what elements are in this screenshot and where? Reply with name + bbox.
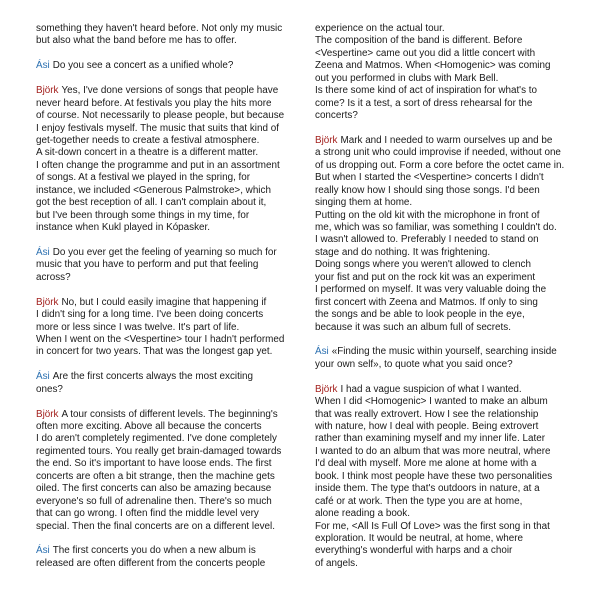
line-text: never heard before. At festivals you play the hits more: [36, 97, 272, 109]
line-text: The first concerts you do when a new album is: [52, 545, 256, 557]
text-line: [315, 247, 564, 259]
text-line: [36, 371, 284, 383]
text-line: [315, 197, 564, 209]
line-text: special. Then the final concerts are on a different level.: [36, 520, 275, 532]
text-line: [315, 483, 564, 495]
line-text: the end. So it's important to have loose ends. The first: [36, 458, 272, 470]
text-line: [36, 508, 284, 520]
text-line: [315, 23, 564, 35]
text-line: [36, 297, 284, 309]
text-line: [36, 409, 284, 421]
text-line: [315, 433, 564, 445]
text-line: [315, 521, 564, 533]
line-text: I do aren't completely regimented. I've done completely: [36, 433, 277, 445]
line-text: I didn't sing for a long time. I've been doing concerts: [36, 309, 264, 321]
line-text: of us dropping out. Form a core before the octet came in.: [315, 159, 565, 171]
right-column: [315, 23, 564, 583]
line-text: stage and do nothing. It was frightening.: [315, 246, 491, 258]
line-text: of angels.: [315, 557, 358, 569]
text-line: [36, 147, 284, 159]
text-line: [36, 60, 284, 72]
line-text: Yes, I've done versions of songs that people have: [61, 85, 279, 97]
text-line: [36, 222, 284, 234]
line-text: that can go wrong. I often find the middle level very: [36, 508, 259, 520]
line-text: but also what the band before me has to offer.: [36, 35, 237, 47]
text-line: [36, 23, 284, 35]
line-text: I wasn't allowed to. Preferably I needed to stand on: [315, 234, 539, 246]
line-text: out you performed in clubs with Mark Bell.: [315, 72, 499, 84]
text-line: [315, 73, 564, 85]
line-text: instance when Kukl played in Kópasker.: [36, 222, 211, 233]
speaker-label-asi: Ási: [36, 545, 50, 557]
line-text: <Vespertine> came out you did a little concert with: [315, 47, 536, 59]
text-line: [36, 135, 284, 147]
line-text: Mark and I needed to warm ourselves up and be: [340, 134, 553, 146]
question-paragraph: [36, 371, 284, 396]
line-text: oiled. The first concerts can also be amazing because: [36, 483, 272, 495]
speaker-label-asi: Ási: [36, 371, 50, 383]
text-line: [315, 297, 564, 309]
text-line: [315, 60, 564, 72]
line-text: I had a vague suspicion of what I wanted.: [340, 383, 522, 395]
question-paragraph: [36, 545, 284, 570]
text-line: [315, 35, 564, 47]
line-text: come? Is it a test, a sort of dress rehearsal for the: [315, 97, 533, 109]
line-text: with nature, how I deal with people. Being extrovert: [315, 421, 539, 432]
text-line: [36, 85, 284, 97]
text-line: [315, 48, 564, 60]
text-line: [36, 123, 284, 135]
text-line: [36, 545, 284, 557]
text-line: [36, 446, 284, 458]
text-line: [315, 147, 564, 159]
text-line: [315, 98, 564, 110]
line-text: Doing songs where you weren't allowed to clench: [315, 259, 531, 271]
text-line: [315, 421, 564, 433]
text-line: [315, 496, 564, 508]
line-text: the songs and be able to look people in the eye,: [315, 309, 525, 321]
question-paragraph: [36, 60, 284, 72]
line-text: but I've been through some things in my time, for: [36, 209, 250, 221]
line-text: that was really extrovert. How I see the relationship: [315, 408, 539, 420]
text-line: [36, 160, 284, 172]
answer-paragraph: [36, 297, 284, 359]
text-line: [315, 409, 564, 421]
text-line: [36, 110, 284, 122]
line-text: get-together needs to create a festival atmosphere.: [36, 134, 260, 146]
line-text: I performed on myself. It was very valuable doing the: [315, 284, 547, 296]
text-line: [36, 334, 284, 346]
text-line: [315, 322, 564, 334]
text-line: [315, 545, 564, 557]
left-column: [36, 23, 284, 583]
line-text: Do you ever get the feeling of yearning so much for: [52, 246, 277, 258]
line-text: a strong unit who could improvise if needed, without one: [315, 147, 561, 159]
text-line: [315, 396, 564, 408]
line-text: inside them. The type that's outdoors in nature, at a: [315, 483, 540, 495]
question-paragraph: [315, 346, 564, 371]
text-line: [315, 272, 564, 284]
text-line: [36, 35, 284, 47]
line-text: I enjoy festivals myself. The music that suits that kind of: [36, 122, 279, 134]
text-line: [315, 471, 564, 483]
continued-paragraph: [36, 23, 284, 48]
text-line: [36, 421, 284, 433]
line-text: across?: [36, 271, 71, 283]
line-text: But when I started the <Vespertine> concerts I didn't: [315, 172, 544, 184]
text-line: [315, 533, 564, 545]
line-text: exploration. It would be neutral, at home, where: [315, 532, 524, 544]
text-line: [315, 359, 564, 371]
line-text: I wanted to do an album that was more neutral, where: [315, 445, 551, 457]
text-line: [315, 185, 564, 197]
text-line: [36, 346, 284, 358]
line-text: got the best reception of all. I can't complain about it,: [36, 197, 267, 209]
question-paragraph: [36, 247, 284, 284]
line-text: I'd deal with myself. More me alone at home with a: [315, 458, 537, 470]
line-text: book. I think most people have these two personalities: [315, 470, 553, 482]
text-line: [36, 496, 284, 508]
text-line: [315, 346, 564, 358]
speaker-label-bjork: Björk: [36, 85, 59, 97]
line-text: your own self», to quote what you said once?: [315, 358, 513, 370]
line-text: «Finding the music within yourself, searching inside: [331, 346, 557, 358]
line-text: first concert with Zeena and Matmos. If only to sing: [315, 296, 538, 308]
line-text: of songs. At a festival we played in the spring, for: [36, 172, 251, 184]
line-text: When I went on the <Vespertine> tour I hadn't performed: [36, 333, 285, 345]
line-text: Are the first concerts always the most exciting: [52, 371, 254, 383]
answer-paragraph: [315, 384, 564, 571]
text-line: [315, 259, 564, 271]
line-text: everything's wonderful with harps and a choir: [315, 545, 513, 557]
line-text: concerts?: [315, 110, 358, 122]
line-text: Zeena and Matmos. When <Homogenic> was coming: [315, 60, 551, 72]
line-text: in concert for two years. That was the longest gap yet.: [36, 346, 273, 358]
text-line: [36, 384, 284, 396]
text-line: [315, 508, 564, 520]
speaker-label-bjork: Björk: [36, 296, 59, 308]
text-line: [315, 85, 564, 97]
speaker-label-bjork: Björk: [36, 408, 59, 420]
text-line: [36, 272, 284, 284]
text-line: [315, 135, 564, 147]
text-line: [36, 172, 284, 184]
line-text: really know how I should sing those songs. I'd been: [315, 184, 540, 196]
line-text: of course. Not necessarily to please people, but because: [36, 110, 285, 122]
speaker-label-asi: Ási: [36, 60, 50, 72]
text-line: [315, 446, 564, 458]
line-text: A sit-down concert in a theatre is a different matter.: [36, 147, 259, 159]
text-line: [36, 558, 284, 570]
line-text: concerts are often a bit strange, then the machine gets: [36, 470, 275, 482]
text-line: [315, 172, 564, 184]
line-text: When I did <Homogenic> I wanted to make an album: [315, 396, 548, 408]
line-text: Do you see a concert as a unified whole?: [52, 60, 234, 72]
speaker-label-bjork: Björk: [315, 134, 338, 146]
line-text: Is there some kind of act of inspiration for what's to: [315, 85, 537, 97]
line-text: rather than examining myself and my inner life. Later: [315, 433, 545, 445]
text-line: [36, 210, 284, 222]
text-line: [315, 558, 564, 570]
line-text: something they haven't heard before. Not only my music: [36, 23, 283, 34]
text-line: [315, 284, 564, 296]
text-line: [36, 483, 284, 495]
line-text: everyone's so full of adrenaline then. There's so much: [36, 495, 272, 507]
continued-paragraph: [315, 23, 564, 123]
text-line: [36, 521, 284, 533]
line-text: instance, we included <Generous Palmstroke>, which: [36, 184, 271, 196]
text-line: [36, 433, 284, 445]
text-line: [36, 247, 284, 259]
text-line: [315, 458, 564, 470]
text-line: [36, 322, 284, 334]
text-line: [36, 458, 284, 470]
line-text: experience on the actual tour.: [315, 23, 445, 34]
speaker-label-asi: Ási: [315, 346, 329, 358]
line-text: often more exciting. Above all because the concerts: [36, 421, 262, 432]
text-line: [36, 259, 284, 271]
answer-paragraph: [36, 85, 284, 234]
speaker-label-asi: Ási: [36, 246, 50, 258]
line-text: Putting on the old kit with the microphone in front of: [315, 209, 540, 221]
line-text: ones?: [36, 383, 63, 395]
line-text: because it was such an album full of secrets.: [315, 321, 511, 333]
line-text: your fist and put on the rock kit was an experiment: [315, 271, 536, 283]
line-text: I often change the programme and put in an assortment: [36, 159, 280, 171]
line-text: For me, <All Is Full Of Love> was the first song in that: [315, 520, 550, 532]
line-text: singing them at home.: [315, 197, 413, 209]
text-line: [315, 222, 564, 234]
text-line: [315, 110, 564, 122]
answer-paragraph: [36, 409, 284, 533]
text-line: [315, 309, 564, 321]
text-line: [36, 309, 284, 321]
line-text: music that you have to perform and put that feeling: [36, 259, 259, 271]
text-line: [315, 384, 564, 396]
text-line: [36, 197, 284, 209]
answer-paragraph: [315, 135, 564, 334]
speaker-label-bjork: Björk: [315, 383, 338, 395]
text-line: [315, 210, 564, 222]
line-text: No, but I could easily imagine that happening if: [61, 296, 267, 308]
text-line: [36, 471, 284, 483]
line-text: regimented tours. You really get brain-damaged towards: [36, 445, 282, 457]
line-text: released are often different from the concerts people: [36, 557, 266, 569]
line-text: me, which was so familiar, was something I couldn't do.: [315, 222, 557, 233]
text-line: [36, 185, 284, 197]
line-text: more or less since I was twelve. It's part of life.: [36, 321, 240, 333]
text-line: [36, 98, 284, 110]
line-text: café or at work. Then the type you are at home,: [315, 495, 523, 507]
text-line: [315, 160, 564, 172]
line-text: A tour consists of different levels. The beginning's: [61, 408, 278, 420]
line-text: alone reading a book.: [315, 508, 410, 520]
line-text: The composition of the band is different. Before: [315, 35, 523, 47]
text-line: [315, 234, 564, 246]
